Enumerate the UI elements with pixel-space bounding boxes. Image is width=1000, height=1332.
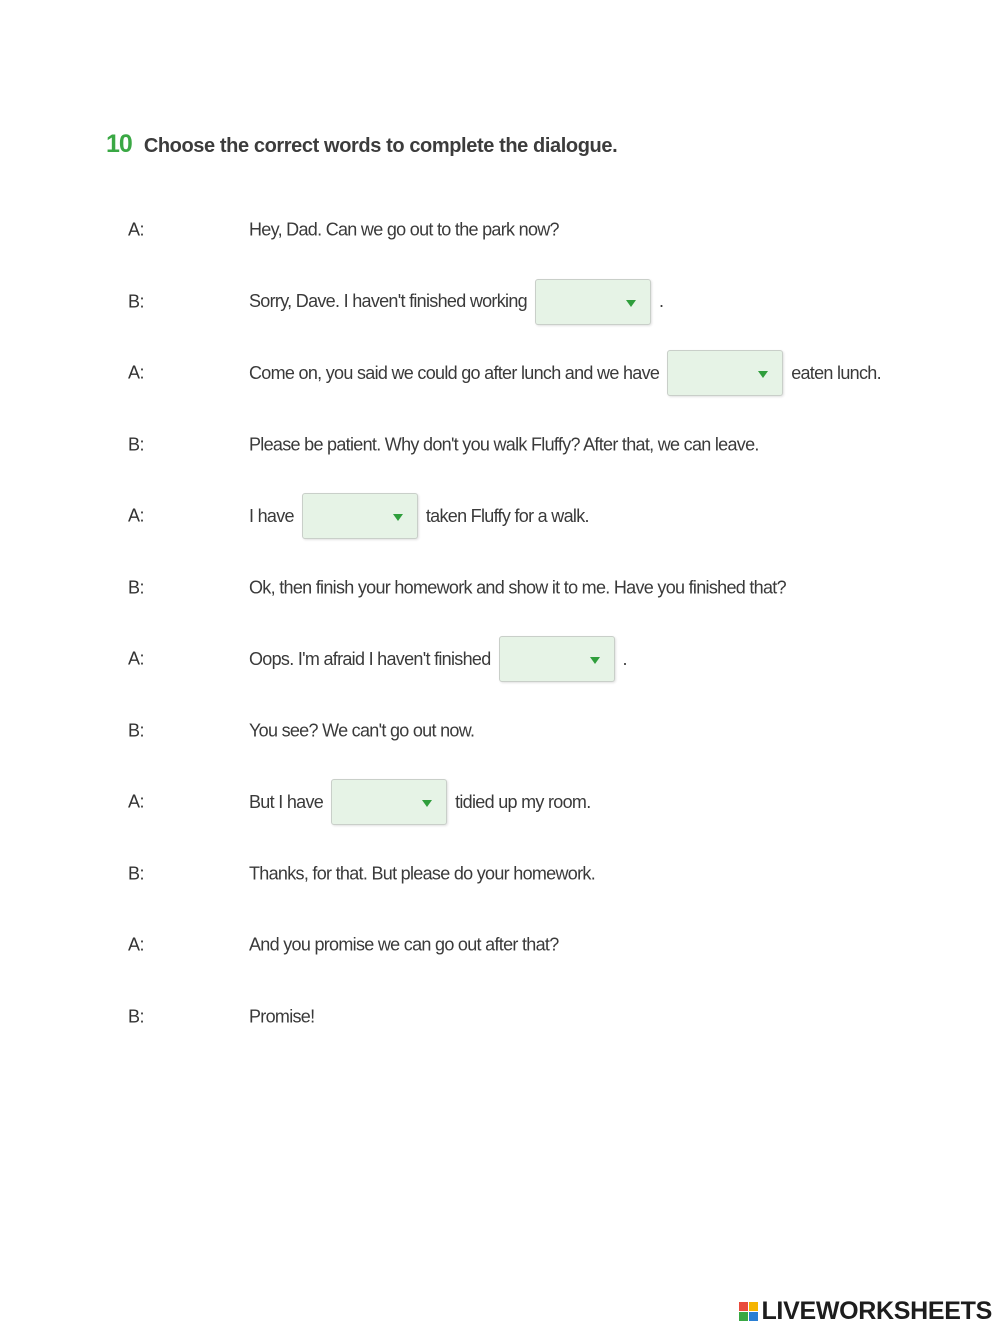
liveworksheets-logo-icon — [739, 1302, 758, 1321]
dialogue-text — [249, 720, 474, 741]
dialogue-text-segment: . — [622, 648, 627, 669]
dialogue-line — [0, 563, 1000, 613]
dialogue-text-segment: Come on, you said we could go after lunch and we have — [249, 362, 660, 383]
dialogue-text-segment: And you promise we can go out after that? — [249, 934, 559, 955]
dialogue-text-segment: eaten lunch. — [791, 362, 881, 383]
answer-dropdown[interactable] — [499, 636, 615, 682]
answer-dropdown[interactable] — [535, 279, 651, 325]
dialogue-text — [249, 493, 589, 539]
chevron-down-icon — [393, 514, 403, 521]
speaker-label: B: — [128, 291, 145, 311]
dialogue-text-segment: Hey, Dad. Can we go out to the park now? — [249, 219, 559, 240]
dialogue-line — [0, 277, 1000, 327]
speaker-label: A: — [128, 934, 145, 955]
dialogue-text-segment: I have — [249, 505, 294, 526]
speaker-label: B: — [128, 863, 145, 883]
dialogue-line — [0, 920, 1000, 970]
exercise-number: 10 — [106, 130, 132, 158]
speaker-label: A: — [128, 648, 145, 669]
dialogue-text — [249, 220, 559, 241]
dialogue-text-segment: taken Fluffy for a walk. — [425, 505, 589, 526]
dialogue-line — [0, 992, 1000, 1042]
dialogue-line — [0, 849, 1000, 899]
speaker-label: B: — [128, 434, 145, 454]
dialogue-line — [0, 205, 1000, 255]
speaker-label: B: — [128, 577, 145, 597]
exercise-instruction: Choose the correct words to complete the dialogue. — [143, 135, 618, 157]
chevron-down-icon — [422, 800, 432, 807]
dialogue-text — [249, 350, 881, 396]
answer-dropdown[interactable] — [667, 350, 783, 396]
liveworksheets-brand — [739, 1297, 992, 1326]
speaker-label: A: — [128, 505, 145, 526]
exercise-heading — [106, 130, 617, 159]
answer-dropdown[interactable] — [331, 779, 447, 825]
chevron-down-icon — [626, 300, 636, 307]
dialogue-text-segment: Please be patient. Why don't you walk Fluffy? After that, we can leave. — [249, 434, 759, 454]
speaker-label: B: — [128, 720, 145, 740]
dialogue-line — [0, 491, 1000, 541]
speaker-label: A: — [128, 791, 145, 812]
dialogue-text-segment: But I have — [249, 791, 324, 812]
chevron-down-icon — [758, 371, 768, 378]
dialogue-text-segment: Promise! — [249, 1006, 315, 1026]
dialogue-text — [249, 434, 759, 455]
brand-name: LIVEWORKSHEETS — [761, 1297, 992, 1325]
dialogue-text-segment: You see? We can't go out now. — [249, 720, 475, 740]
dialogue-line — [0, 348, 1000, 398]
speaker-label: A: — [128, 362, 145, 383]
speaker-label: A: — [128, 219, 145, 240]
dialogue-text — [249, 863, 595, 884]
dialogue-text — [249, 935, 559, 956]
dialogue-text — [249, 279, 663, 325]
dialogue-text — [249, 577, 786, 598]
dialogue-text-segment: tidied up my room. — [455, 791, 591, 812]
dialogue-text-segment: Sorry, Dave. I haven't finished working — [249, 291, 527, 311]
dialogue-text-segment: Thanks, for that. But please do your homework. — [249, 863, 595, 883]
speaker-label: B: — [128, 1006, 145, 1026]
dialogue-line — [0, 706, 1000, 756]
dialogue-text-segment: Ok, then finish your homework and show it to me. Have you finished that? — [249, 577, 786, 597]
dialogue-text — [249, 1006, 314, 1027]
dialogue-line — [0, 777, 1000, 827]
dialogue-text-segment: . — [658, 291, 664, 311]
dialogue-text — [249, 636, 627, 682]
dialogue-line — [0, 634, 1000, 684]
chevron-down-icon — [590, 657, 600, 664]
answer-dropdown[interactable] — [302, 493, 418, 539]
dialogue-line — [0, 420, 1000, 470]
dialogue-text — [249, 779, 591, 825]
dialogue-text-segment: Oops. I'm afraid I haven't finished — [249, 648, 491, 669]
